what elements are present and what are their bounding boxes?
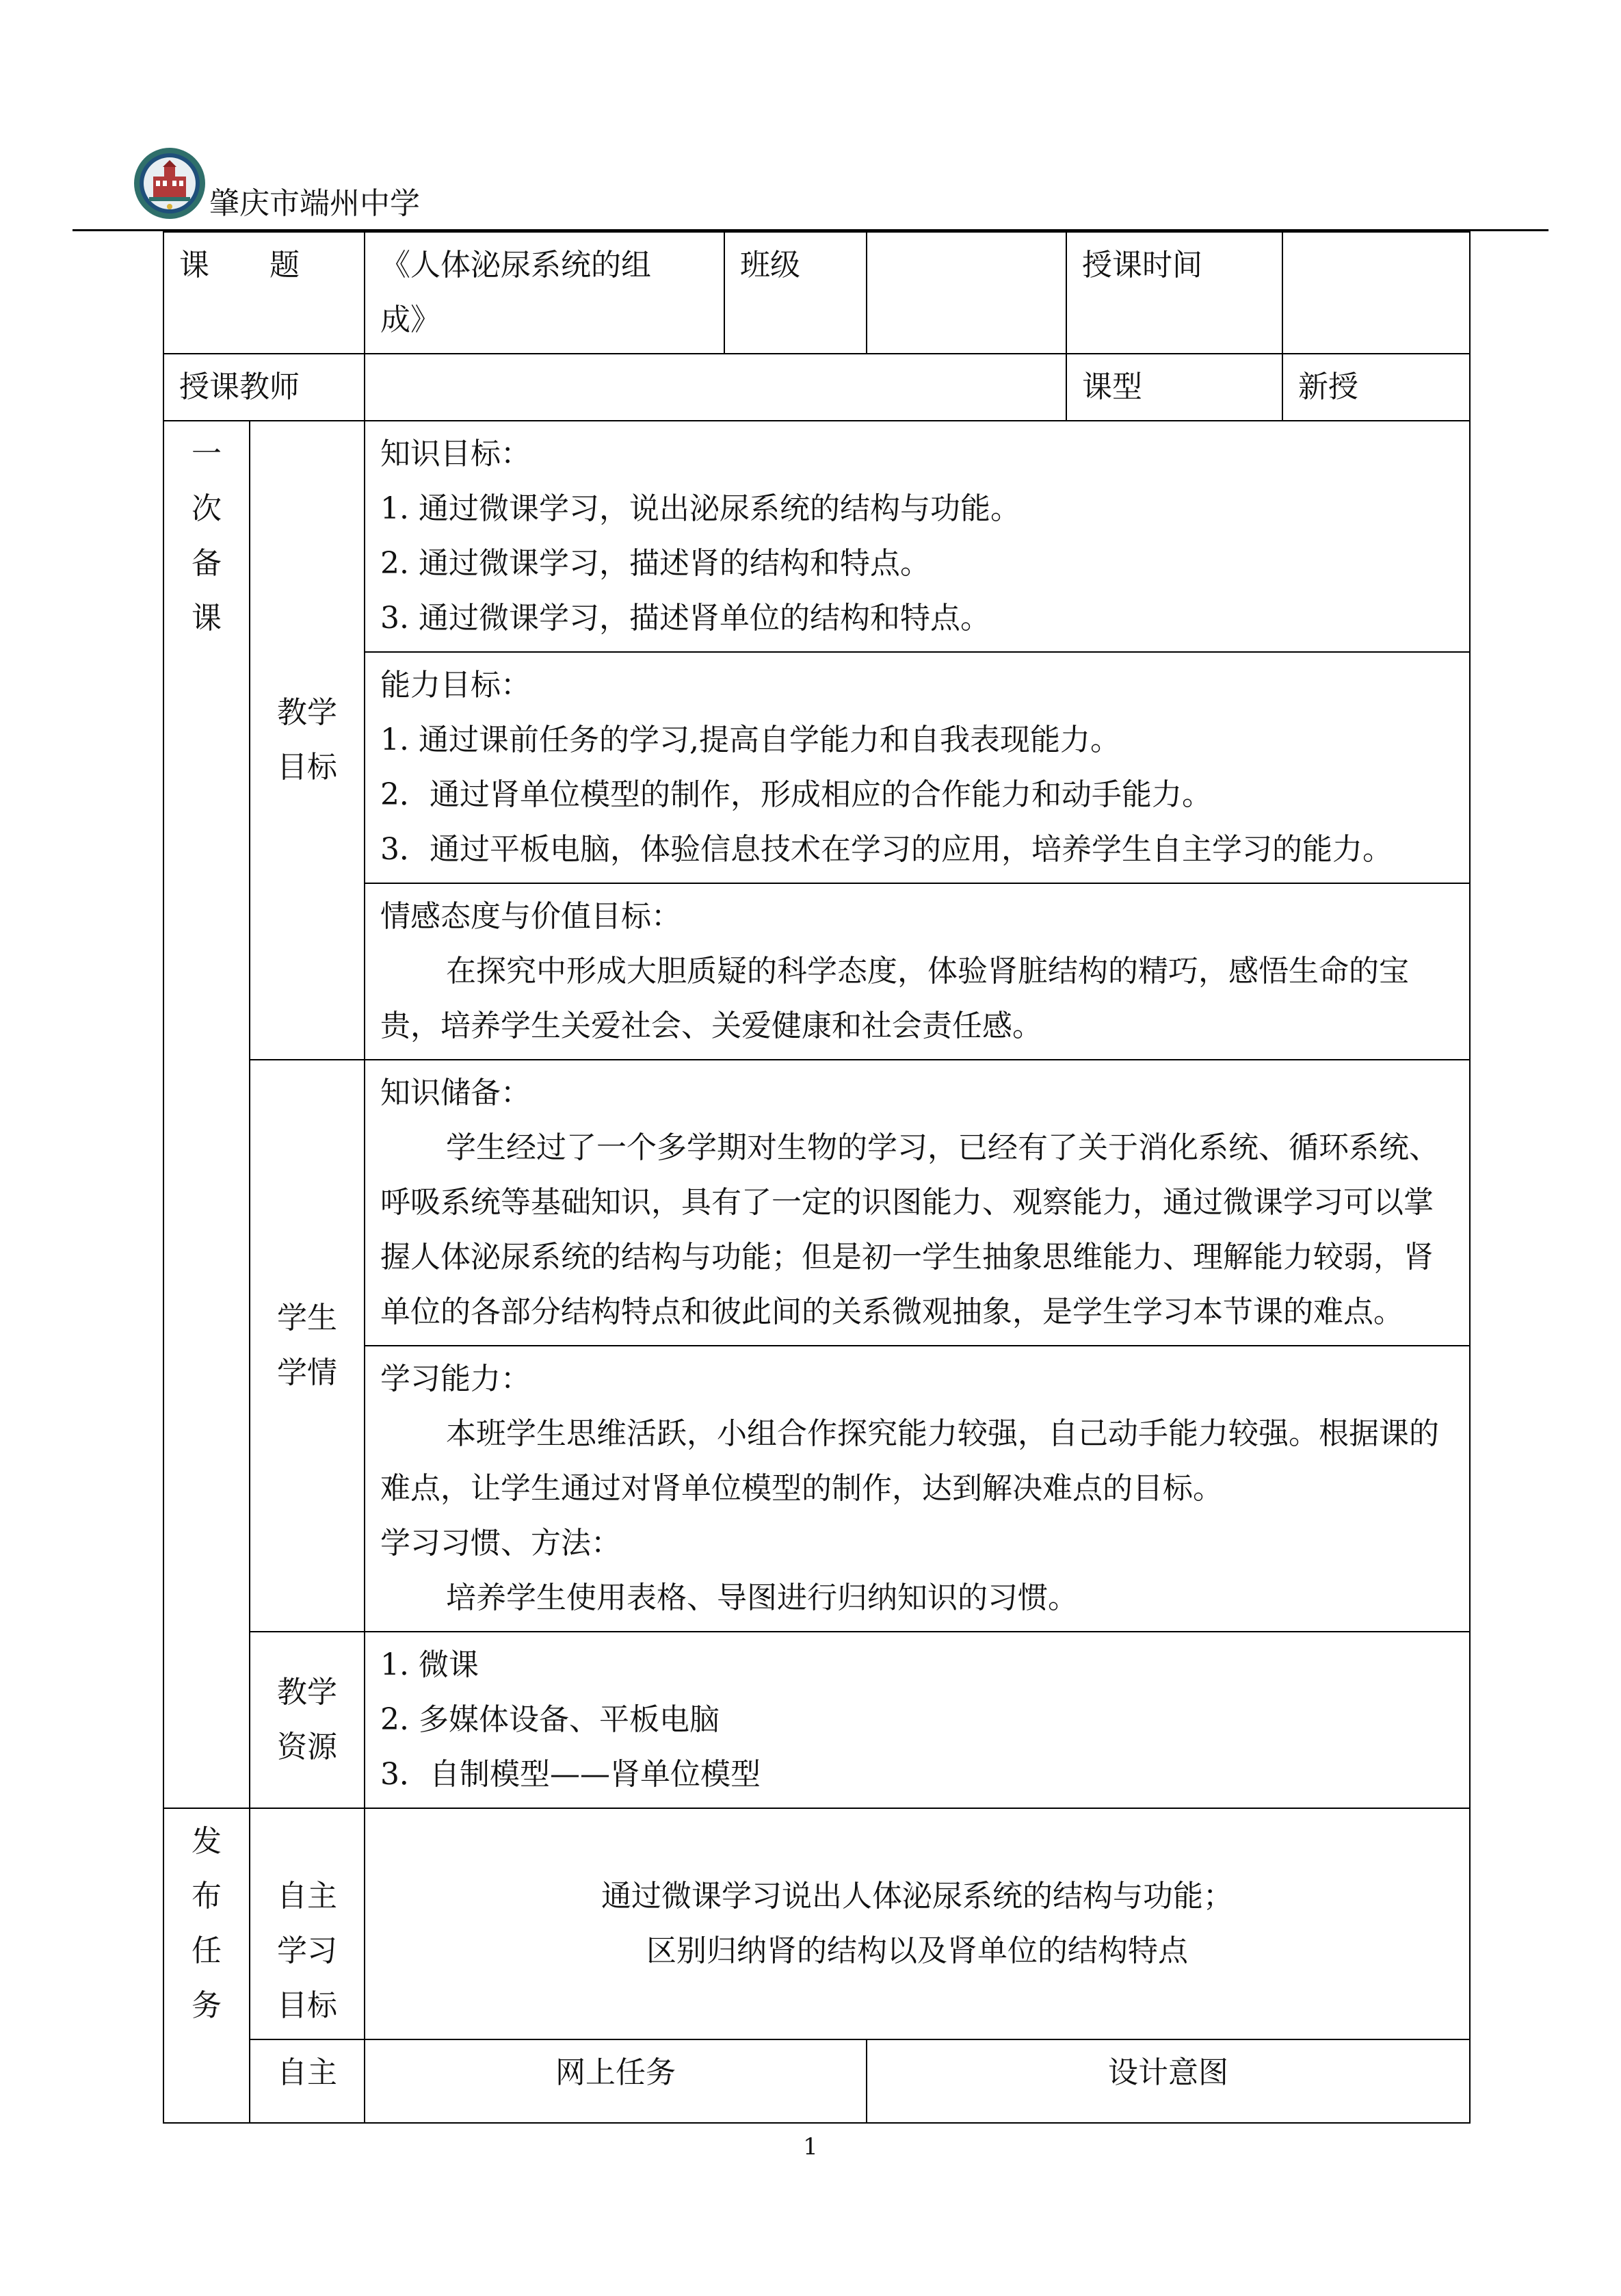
- ability-objectives: [365, 652, 1470, 883]
- knowledge-title: 知识目标：: [380, 436, 531, 471]
- self-study-objectives: [365, 1808, 1470, 2039]
- topic-label: 课 题: [163, 232, 365, 354]
- topic-value: [365, 232, 724, 354]
- ability-item: 3．通过平板电脑，体验信息技术在学习的应用，培养学生自主学习的能力。: [380, 832, 1393, 867]
- objectives-label: 教学 目标: [250, 421, 365, 1060]
- knowledge-item: 2. 通过微课学习，描述肾的结构和特点。: [380, 546, 930, 581]
- knowledge-item: 3. 通过微课学习，描述肾单位的结构和特点。: [380, 601, 990, 636]
- knowledge-item: 1. 通过微课学习，说出泌尿系统的结构与功能。: [380, 491, 1020, 526]
- habits-title: 学习习惯、方法：: [380, 1526, 621, 1561]
- row-topic: [163, 232, 1470, 354]
- resource-item: 3．自制模型——肾单位模型: [380, 1757, 761, 1792]
- learning-ability: [365, 1346, 1470, 1632]
- knowledge-objectives: [365, 421, 1470, 652]
- self-study-line: 区别归纳肾的结构以及肾单位的结构特点: [646, 1933, 1188, 1968]
- lesson-plan-table: [163, 231, 1471, 2124]
- row-students-knowledge: [163, 1060, 1470, 1346]
- teacher-value: [365, 354, 1066, 421]
- topic-value-line-1: 《人体泌尿系统的组: [380, 248, 651, 283]
- school-name: 肇庆市端州中学: [209, 186, 420, 221]
- section-task-label: 发 布 任 务: [163, 1808, 250, 2123]
- learning-ability-text: 本班学生思维活跃，小组合作探究能力较强，自己动手能力较强。根据课的难点，让学生通过对肾单位模型的制作，达到解决难点的目标。: [380, 1416, 1439, 1506]
- self-study-label: 自主 学习 目标: [250, 1808, 365, 2039]
- time-value: [1282, 232, 1470, 354]
- students-label: 学生 学情: [250, 1060, 365, 1632]
- section-prep-label: 一 次 备 课: [163, 421, 250, 1808]
- resources-label: 教学 资源: [250, 1632, 365, 1808]
- resources-list: [365, 1632, 1470, 1808]
- emotion-objectives: [365, 883, 1470, 1060]
- self-study-line: 通过微课学习说出人体泌尿系统的结构与功能；: [601, 1879, 1233, 1914]
- row-self-study: [163, 1808, 1470, 2039]
- time-label: 授课时间: [1066, 232, 1282, 354]
- ability-title: 能力目标：: [380, 668, 531, 703]
- knowledge-reserve: [365, 1060, 1470, 1346]
- class-value: [867, 232, 1066, 354]
- teacher-label: 授课教师: [163, 354, 365, 421]
- type-value: 新授: [1282, 354, 1470, 421]
- knowledge-reserve-title: 知识储备：: [380, 1075, 531, 1110]
- knowledge-reserve-text: 学生经过了一个多学期对生物的学习，已经有了关于消化系统、循环系统、呼吸系统等基础知识，具有了一定的识图能力、观察能力，通过微课学习可以掌握人体泌尿系统的结构与功能；但是初一学生抽象思维能力、理解能力较弱，肾单位的各部分结构特点和彼此间的关系微观抽象，是学生学习本节课的难点。: [380, 1130, 1439, 1329]
- resource-item: 1. 微课: [380, 1647, 479, 1682]
- school-logo-icon: [133, 146, 207, 220]
- design-intent-header: 设计意图: [867, 2039, 1470, 2123]
- online-task-header: 网上任务: [365, 2039, 867, 2123]
- resource-item: 2. 多媒体设备、平板电脑: [380, 1702, 720, 1737]
- learning-ability-title: 学习能力：: [380, 1361, 531, 1396]
- class-label: 班级: [724, 232, 867, 354]
- ability-item: 1. 通过课前任务的学习,提高自学能力和自我表现能力。: [380, 722, 1120, 757]
- emotion-title: 情感态度与价值目标：: [380, 899, 681, 934]
- habits-text: 培养学生使用表格、导图进行归纳知识的习惯。: [446, 1580, 1078, 1615]
- ability-item: 2．通过肾单位模型的制作，形成相应的合作能力和动手能力。: [380, 777, 1212, 812]
- row-objectives-knowledge: [163, 421, 1470, 652]
- row-resources: [163, 1632, 1470, 1808]
- row-teacher: [163, 354, 1470, 421]
- row-tasks-header: [163, 2039, 1470, 2123]
- emotion-text: 在探究中形成大胆质疑的科学态度，体验肾脏结构的精巧，感悟生命的宝贵，培养学生关爱社会、关爱健康和社会责任感。: [380, 954, 1409, 1043]
- topic-value-line-2: 成》: [380, 302, 440, 337]
- tasks-label: 自主: [250, 2039, 365, 2123]
- type-label: 课型: [1066, 354, 1282, 421]
- page-number: 1: [803, 2133, 818, 2161]
